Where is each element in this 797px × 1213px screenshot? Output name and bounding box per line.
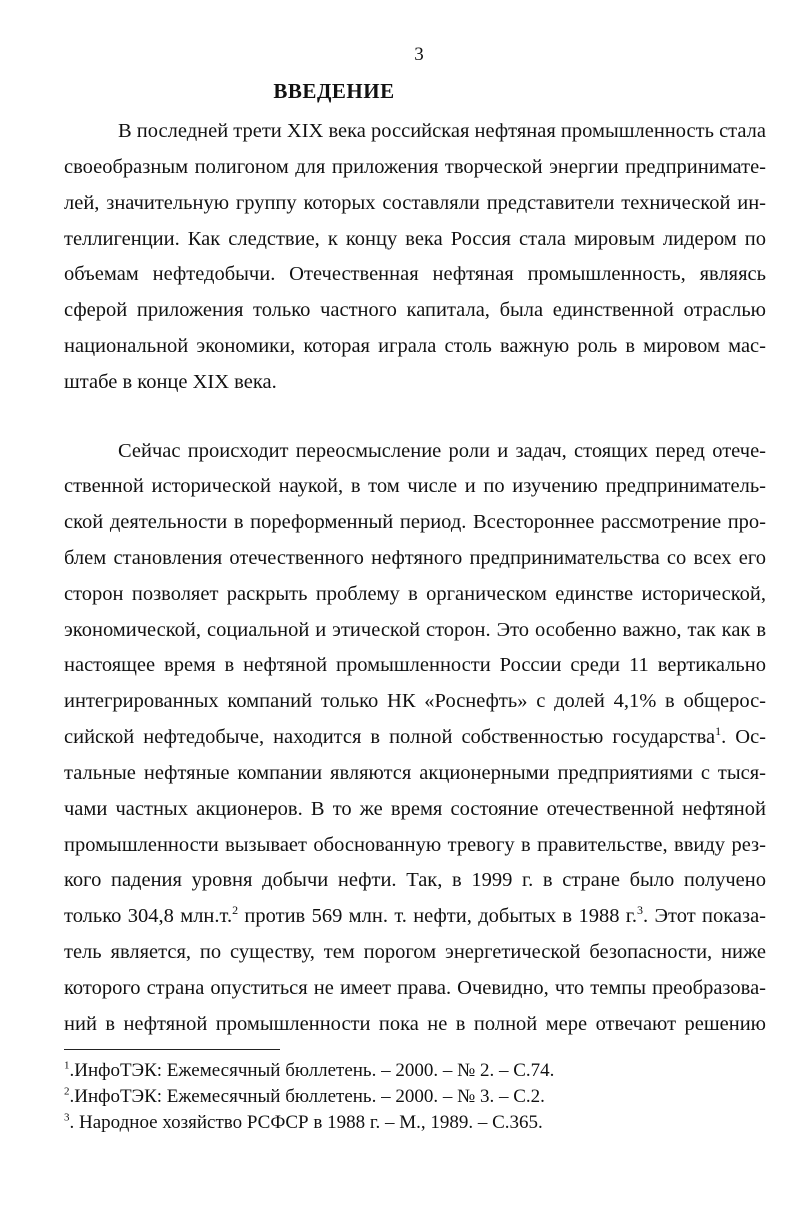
body-line: объемам нефтедобычи. Отечественная нефтяная промышленность, являясь <box>64 263 766 285</box>
body-text: только 304,8 млн.т. <box>64 905 233 927</box>
body-text: против 569 млн. т. нефти, добытых в 1988 г. <box>238 905 638 927</box>
footnote <box>64 1060 554 1082</box>
body-line: настоящее время в нефтяной промышленности России среди 11 вертикально <box>64 654 766 676</box>
footnote-separator <box>64 1049 280 1050</box>
body-line: блем становления отечественного нефтяного предпринимательства со всех его <box>64 547 766 569</box>
body-line: которого страна опуститься не имеет права. Очевидно, что темпы преобразова- <box>64 977 766 999</box>
body-text: . Этот показа- <box>643 905 767 927</box>
footnote <box>64 1086 545 1108</box>
body-line: сторон позволяет раскрыть проблему в органическом единстве исторической, <box>64 583 766 605</box>
body-line: Сейчас происходит переосмысление роли и задач, стоящих перед отече- <box>118 440 766 462</box>
footnote-ref: 2 <box>232 903 239 918</box>
body-line: ственной исторической наукой, в том числе и по изучению предприниматель- <box>64 475 766 497</box>
body-line: тальные нефтяные компании являются акционерными предприятиями с тыся- <box>64 762 766 784</box>
page-number: 3 <box>414 44 424 65</box>
body-line: кого падения уровня добычи нефти. Так, в 1999 г. в стране было получено <box>64 869 766 891</box>
footnote <box>64 1112 543 1134</box>
body-line: сферой приложения только частного капитала, была единственной отраслью <box>64 299 766 321</box>
footnote-ref: 1 <box>715 724 722 739</box>
section-heading: ВВЕДЕНИЕ <box>273 79 395 103</box>
body-text: . Ос- <box>721 726 767 748</box>
body-line: ской деятельности в пореформенный период. Всестороннее рассмотрение про- <box>64 511 766 533</box>
body-line: чами частных акционеров. В то же время состояние отечественной нефтяной <box>64 798 766 820</box>
footnote-text: .ИнфоТЭК: Ежемесячный бюллетень. – 2000. – № 2. – С.74. <box>69 1060 555 1081</box>
footnote-text: . Народное хозяйство РСФСР в 1988 г. – М., 1989. – С.365. <box>69 1112 543 1133</box>
footnote-ref: 3 <box>637 903 644 918</box>
body-line: В последней трети XIX века российская нефтяная промышленность стала <box>118 120 766 142</box>
body-line: национальной экономики, которая играла столь важную роль в мировом мас- <box>64 335 766 357</box>
body-line: ний в нефтяной промышленности пока не в полной мере отвечают решению <box>64 1013 766 1035</box>
body-line: своеобразным полигоном для приложения творческой энергии предпринимате- <box>64 156 766 178</box>
body-line: лей, значительную группу которых составляли представители технической ин- <box>64 192 766 214</box>
body-line: тель является, по существу, тем порогом энергетической безопасности, ниже <box>64 941 766 963</box>
body-line <box>64 725 766 749</box>
body-text: сийской нефтедобыче, находится в полной собственностью государства <box>64 726 716 748</box>
footnote-text: .ИнфоТЭК: Ежемесячный бюллетень. – 2000. – № 3. – С.2. <box>69 1086 545 1107</box>
footnote-number: 2 <box>64 1085 70 1098</box>
footnote-number: 3 <box>64 1111 70 1124</box>
body-line: промышленности вызывает обоснованную тревогу в правительстве, ввиду рез- <box>64 834 766 856</box>
body-line: экономической, социальной и этической сторон. Это особенно важно, так как в <box>64 619 766 641</box>
body-line: интегрированных компаний только НК «Роснефть» с долей 4,1% в общерос- <box>64 690 766 712</box>
body-line: штабе в конце XIX века. <box>64 371 277 393</box>
body-line: теллигенции. Как следствие, к концу века Россия стала мировым лидером по <box>64 228 766 250</box>
footnote-number: 1 <box>64 1059 70 1072</box>
body-line <box>64 904 766 928</box>
